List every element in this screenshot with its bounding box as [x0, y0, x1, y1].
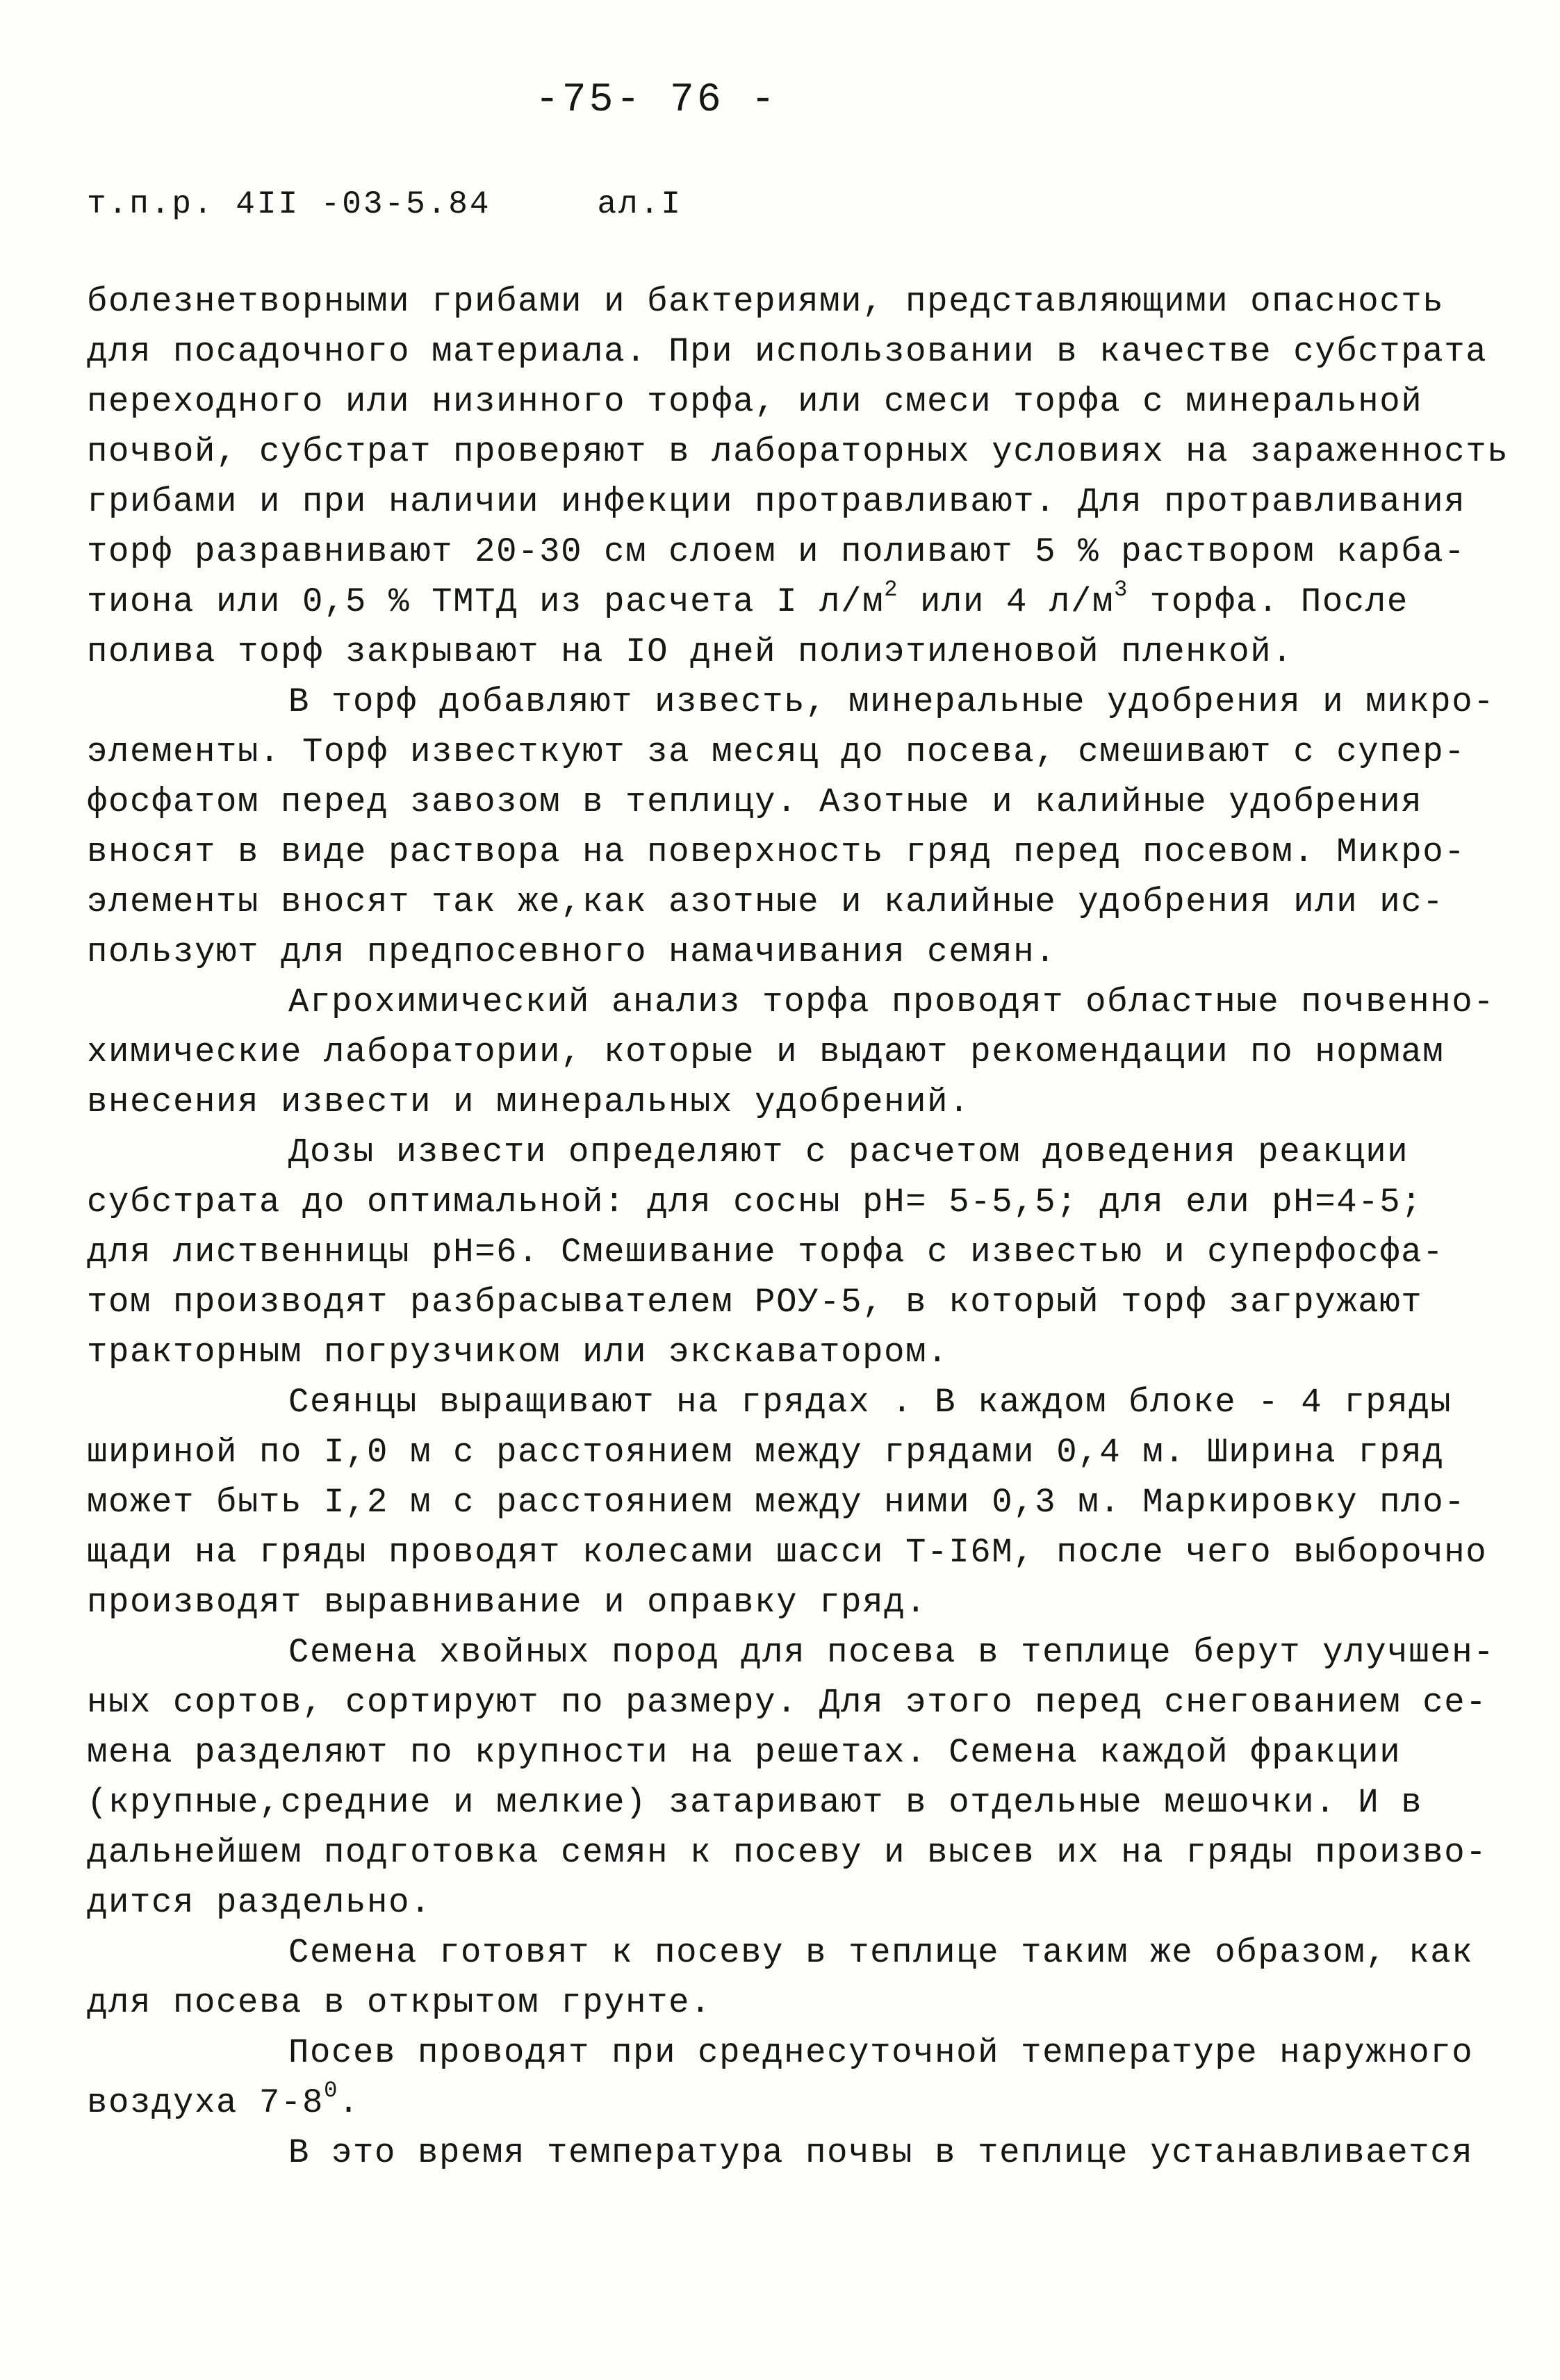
text-line-content: Агрохимический анализ торфа проводят областные почвенно- — [288, 983, 1495, 1021]
text-line-content: вносят в виде раствора на поверхность гряд перед посевом. Микро- — [87, 832, 1466, 871]
text-line-content: Сеянцы выращивают на грядах . В каждом блоке - 4 гряды — [288, 1383, 1452, 1422]
text-line — [87, 977, 1495, 1027]
text-line — [87, 2128, 1477, 2178]
text-line-content: болезнетворными грибами и бактериями, представляющими опасность — [87, 282, 1445, 321]
superscript: 2 — [884, 577, 898, 602]
text-line — [87, 1828, 1488, 1878]
text-line — [87, 1928, 1477, 1978]
text-line-content: Дозы извести определяют с расчетом доведения реакции — [288, 1133, 1409, 1172]
text-line — [87, 1677, 1488, 1727]
text-line — [87, 927, 1477, 977]
text-line — [87, 677, 1495, 727]
text-line — [87, 1077, 1477, 1127]
text-line-content: ных сортов, сортируют по размеру. Для этого перед снегованием се- — [87, 1683, 1488, 1722]
text-line — [87, 1878, 1477, 1928]
text-line-content: пользуют для предпосевного намачивания семян. — [87, 933, 1057, 971]
text-line — [87, 2078, 1477, 2128]
text-line-content: шириной по I,0 м с расстоянием между грядами 0,4 м. Ширина гряд — [87, 1433, 1445, 1472]
text-line — [87, 1627, 1495, 1677]
text-line-content: полива торф закрывают на IO дней полиэтиленовой пленкой. — [87, 632, 1294, 671]
text-line-continuation: . — [338, 2083, 360, 2122]
text-line-content: торф разравнивают 20-30 см слоем и поливают 5 % раствором карба- — [87, 532, 1466, 571]
text-line-content: мена разделяют по крупности на решетах. Семена каждой фракции — [87, 1733, 1402, 1772]
text-line-content: может быть I,2 м с расстоянием между ними 0,3 м. Маркировку пло- — [87, 1483, 1466, 1522]
text-line-content: элементы вносят так же,как азотные и калийные удобрения или ис- — [87, 883, 1445, 921]
text-line-content: дальнейшем подготовка семян к посеву и высев их на гряды произво- — [87, 1833, 1488, 1872]
text-line — [87, 327, 1488, 377]
text-line-content: производят выравнивание и оправку гряд. — [87, 1583, 928, 1622]
text-line — [87, 477, 1477, 527]
text-line — [87, 1427, 1477, 1477]
text-line — [87, 877, 1477, 927]
text-line — [87, 1577, 1477, 1627]
document-reference: т.п.р. 4II -03-5.84 ал.I — [87, 186, 682, 222]
page-number: -75- 76 - — [535, 78, 778, 123]
text-line — [87, 1027, 1477, 1077]
text-line-content: Семена хвойных пород для посева в теплице берут улучшен- — [288, 1633, 1495, 1672]
text-line-content: субстрата до оптимальной: для сосны pH= 5-5,5; для ели pH=4-5; — [87, 1183, 1423, 1222]
text-line-content: воздуха 7-8 — [87, 2083, 325, 2122]
text-line-content: тиона или 0,5 % ТМТД из расчета I л/м — [87, 582, 885, 621]
text-line-content: щади на гряды проводят колесами шасси Т-I6М, после чего выборочно — [87, 1533, 1488, 1572]
text-line — [87, 377, 1477, 427]
text-line-content: химические лаборатории, которые и выдают рекомендации по нормам — [87, 1033, 1445, 1072]
text-line-continuation: или 4 л/м — [898, 582, 1115, 621]
text-line — [87, 1177, 1477, 1227]
text-line — [87, 1477, 1477, 1527]
text-line — [87, 1127, 1477, 1177]
text-line-content: внесения извести и минеральных удобрений. — [87, 1083, 971, 1122]
text-line-content: для посева в открытом грунте. — [87, 1983, 712, 2022]
text-line — [87, 277, 1477, 327]
text-line — [87, 427, 1509, 477]
text-line-content: (крупные,средние и мелкие) затаривают в отдельные мешочки. И в — [87, 1783, 1423, 1822]
text-line — [87, 1778, 1477, 1828]
text-line — [87, 1377, 1477, 1427]
text-line — [87, 1978, 1477, 2028]
text-line — [87, 827, 1477, 877]
text-line-continuation: торфа. После — [1128, 582, 1409, 621]
text-line-content: переходного или низинного торфа, или смеси торфа с минеральной — [87, 382, 1423, 421]
text-line-content: для лиственницы pH=6. Смешивание торфа с известью и суперфосфа- — [87, 1233, 1445, 1272]
superscript: 3 — [1114, 577, 1128, 602]
text-line — [87, 777, 1477, 827]
text-line-content: дится раздельно. — [87, 1883, 432, 1922]
text-line — [87, 2028, 1477, 2078]
text-line-content: том производят разбрасывателем РОУ-5, в который торф загружают — [87, 1283, 1423, 1322]
text-line-content: фосфатом перед завозом в теплицу. Азотные и калийные удобрения — [87, 782, 1423, 821]
body-text — [87, 277, 1509, 2178]
text-line — [87, 577, 1477, 627]
text-line-content: Посев проводят при среднесуточной температуре наружного — [288, 2033, 1474, 2072]
text-line-content: тракторным погрузчиком или экскаватором. — [87, 1333, 949, 1372]
text-line — [87, 1277, 1477, 1327]
text-line-content: В торф добавляют известь, минеральные удобрения и микро- — [288, 682, 1495, 721]
text-line-content: Семена готовят к посеву в теплице таким же образом, как — [288, 1933, 1474, 1972]
text-line — [87, 1227, 1477, 1277]
text-line-content: грибами и при наличии инфекции протравливают. Для протравливания — [87, 482, 1466, 521]
superscript: 0 — [324, 2078, 338, 2103]
text-line — [87, 727, 1477, 777]
text-line — [87, 627, 1477, 677]
text-line — [87, 527, 1477, 577]
text-line — [87, 1327, 1477, 1377]
text-line-content: почвой, субстрат проверяют в лабораторных условиях на зараженность — [87, 432, 1509, 471]
text-line — [87, 1727, 1477, 1778]
text-line — [87, 1527, 1488, 1577]
text-line-content: элементы. Торф известкуют за месяц до посева, смешивают с супер- — [87, 732, 1466, 771]
text-line-content: В это время температура почвы в теплице устанавливается — [288, 2133, 1474, 2172]
text-line-content: для посадочного материала. При использовании в качестве субстрата — [87, 332, 1488, 371]
